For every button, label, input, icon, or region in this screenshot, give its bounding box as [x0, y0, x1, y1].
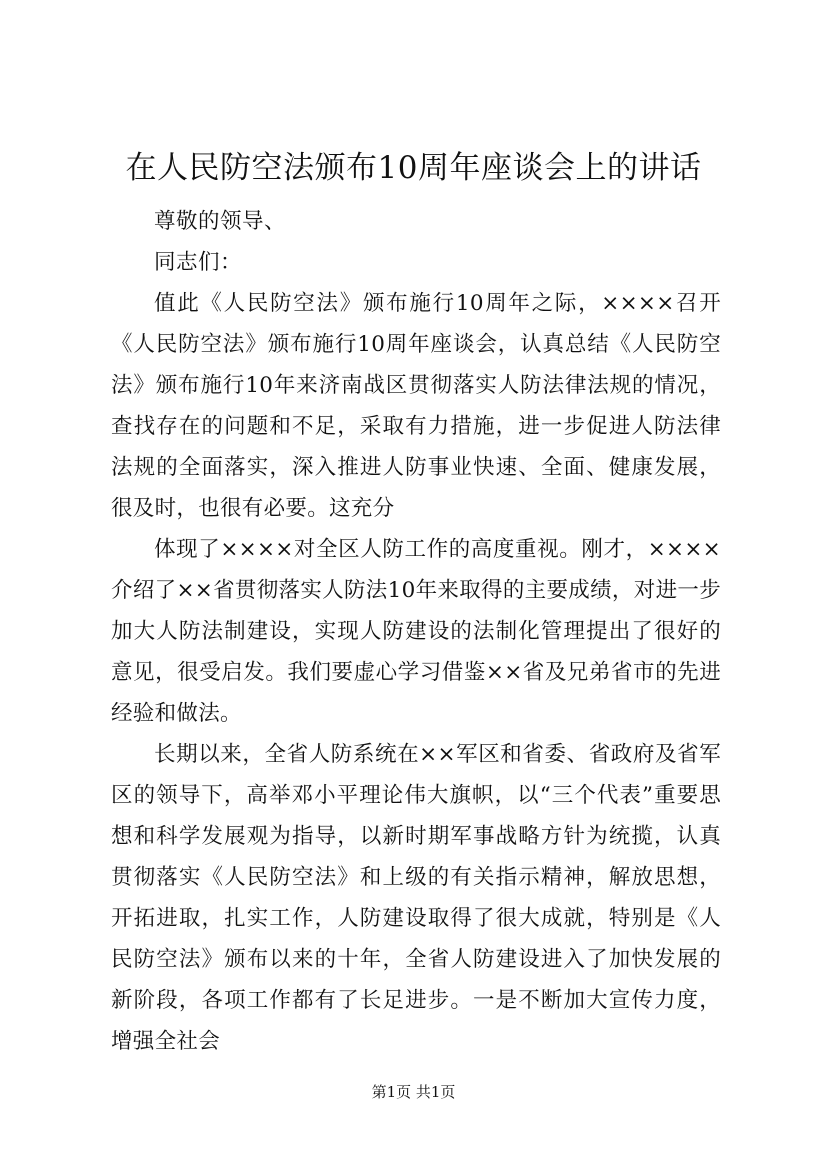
salutation-line: 尊敬的领导、	[154, 209, 287, 234]
document-body	[111, 201, 721, 1062]
document-title: 在人民防空法颁布10周年座谈会上的讲话	[125, 150, 702, 186]
body-paragraph: 值此《人民防空法》颁布施行10周年之际，××××召开《人民防空法》颁布施行10周年座谈会，认真总结《人民防空法》颁布施行10年来济南战区贯彻落实人防法律法规的情况，查找存在的问题和不足，采取有力措施，进一步促进人防法律法规的全面落实，深入推进人防事业快速、全面、健康发展，很及时，也很有必要。这充分	[111, 291, 721, 521]
page-number-footer: 第1页 共1页	[371, 1083, 456, 1101]
body-paragraph: 体现了××××对全区人防工作的高度重视。刚才，××××介绍了××省贯彻落实人防法10年来取得的主要成绩，对进一步加大人防法制建设，实现人防建设的法制化管理提出了很好的意见，很受启发。我们要虚心学习借鉴××省及兄弟省市的先进经验和做法。	[111, 537, 721, 726]
salutation-line: 同志们：	[154, 250, 243, 275]
body-paragraph: 长期以来，全省人防系统在××军区和省委、省政府及省军区的领导下，高举邓小平理论伟大旗帜，以“三个代表”重要思想和科学发展观为指导，以新时期军事战略方针为统揽，认真贯彻落实《人民防空法》和上级的有关指示精神，解放思想，开拓进取，扎实工作，人防建设取得了很大成就，特别是《人民防空法》颁布以来的十年，全省人防建设进入了加快发展的新阶段，各项工作都有了长足进步。一是不断加大宣传力度，增强全社会	[111, 742, 721, 1054]
